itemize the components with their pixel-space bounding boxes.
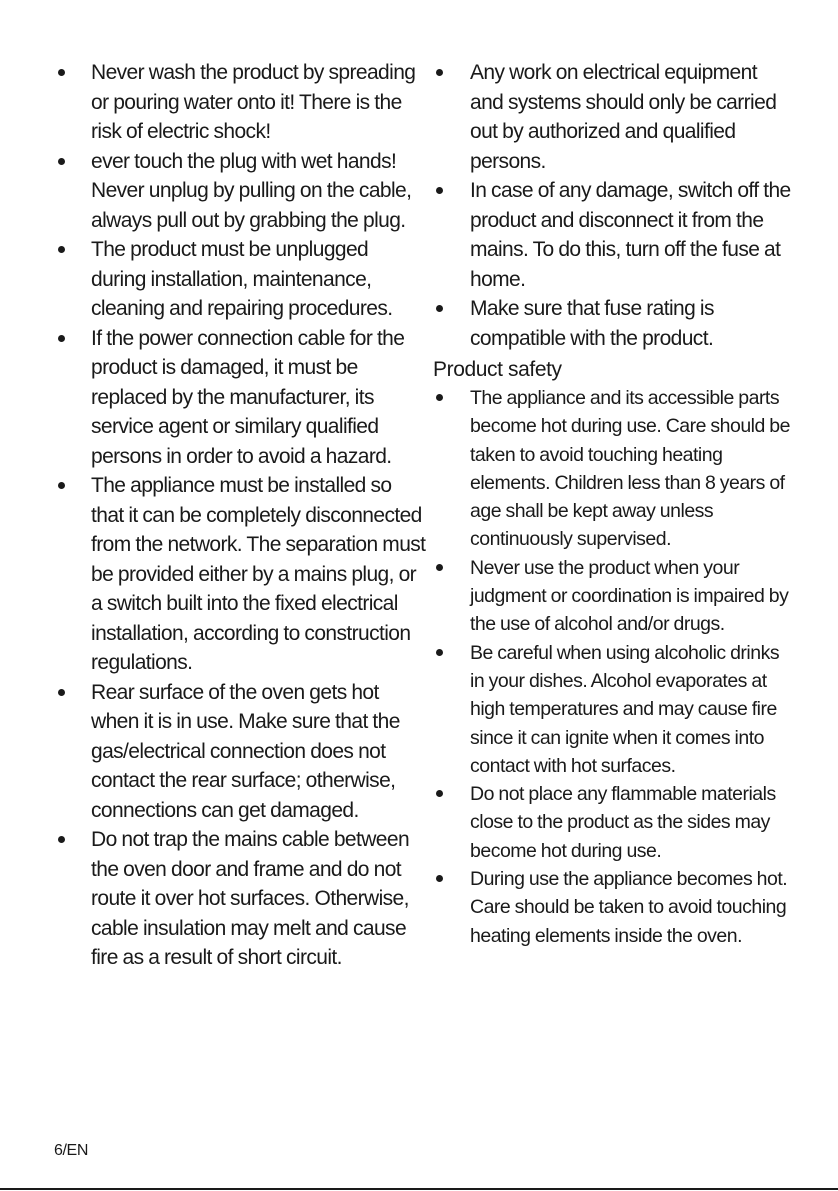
list-item [433,554,793,639]
list-item-text: Be careful when using alcoholic drinks in your dishes. Alcohol evaporates at high temperatures and may cause fire since it can ignite when it comes into contact with hot surfaces. [470,641,780,777]
list-item-text: ever touch the plug with wet hands! Never unplug by pulling on the cable, always pull out by grabbing the plug. [91,149,412,232]
list-item [433,176,793,294]
list-item-text: If the power connection cable for the product is damaged, it must be replaced by the manufacturer, its service agent or similary qualified persons in order to avoid a hazard. [91,326,405,468]
bullet-icon [436,187,443,194]
list-item-text: Do not trap the mains cable between the oven door and frame and do not route it over hot surfaces. Otherwise, cable insulation may melt and cause fire as a result of short circuit. [91,828,410,969]
list-item-text: Make sure that fuse rating is compatible with the product. [470,297,714,350]
bullet-icon [58,482,65,489]
right-column [433,58,793,950]
bullet-icon [436,649,443,656]
list-item-text: Do not place any flammable materials close to the product as the sides may become hot during use. [470,783,776,862]
list-item [433,58,793,176]
list-item-text: Any work on electrical equipment and systems should only be carried out by authorized and qualified persons. [470,61,777,173]
list-item [54,324,426,472]
safety-list-right [433,58,793,353]
bullet-icon [436,305,443,312]
list-item [54,678,426,826]
bullet-icon [436,790,443,797]
list-item [54,471,426,678]
list-item-text: The appliance must be installed so that it can be completely disconnected from the network. The separation must be provided either by a mains plug, or a switch built into the fixed electrical installation, according to construction regulations. [91,474,426,674]
bullet-icon [58,69,65,76]
list-item-text: The product must be unplugged during installation, maintenance, cleaning and repairing procedures. [91,238,393,320]
bullet-icon [58,836,65,843]
list-item [433,384,793,554]
bullet-icon [436,875,443,882]
section-heading-product-safety: Product safety [433,358,562,381]
page-number: 6/EN [54,1142,88,1159]
list-item [54,825,426,973]
bullet-icon [58,158,65,165]
list-item [54,147,426,236]
list-item-text: Never wash the product by spreading or pouring water onto it! There is the risk of electric shock! [91,61,416,143]
bottom-divider [0,1188,838,1190]
bullet-icon [436,69,443,76]
bullet-icon [58,689,65,696]
bullet-icon [436,564,443,571]
list-item [433,780,793,865]
list-item [54,58,426,147]
list-item-text: Rear surface of the oven gets hot when it is in use. Make sure that the gas/electrical connection does not contact the rear surface; otherwise, connections can get damaged. [91,680,400,822]
list-item-text: Never use the product when your judgment or coordination is impaired by the use of alcohol and/or drugs. [470,556,789,636]
bullet-icon [436,394,443,401]
safety-list-left [54,58,426,973]
left-column [54,58,426,973]
list-item-text: In case of any damage, switch off the product and disconnect it from the mains. To do this, turn off the fuse at home. [470,179,791,291]
list-item-text: The appliance and its accessible parts become hot during use. Care should be taken to avoid touching heating elements. Children less than 8 years of age shall be kept away unless continuously supervised. [470,387,790,551]
list-item [433,639,793,780]
list-item [54,235,426,324]
list-item [433,865,793,950]
list-item-text: During use the appliance becomes hot. Care should be taken to avoid touching heating elements inside the oven. [470,868,788,947]
list-item [433,294,793,353]
bullet-icon [58,246,65,253]
product-safety-list [433,384,793,950]
bullet-icon [58,335,65,342]
